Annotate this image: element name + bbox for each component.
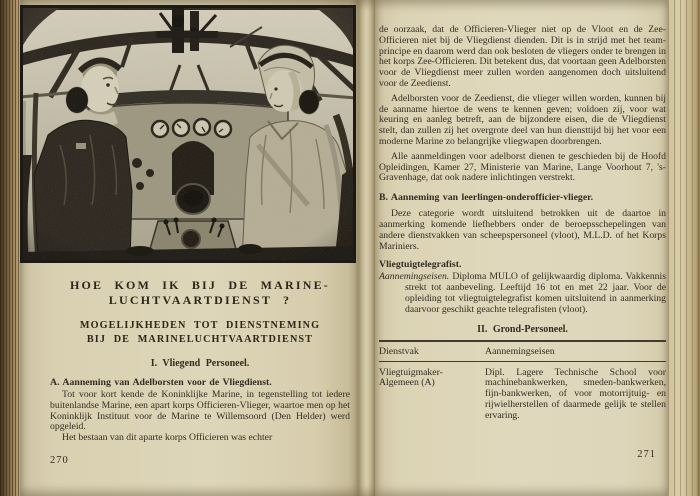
- right-paragraph-1: de oorzaak, dat de Officieren-Vlieger niet op de Vloot en de Zee-Officieren niet bij de Vliegdienst dienden. Dit is in strijd met het team-principe en daarom werd dan ook besloten de vliegers onder te brengen in het korps Zee-Officieren. Dit betekent dus, dat voortaan geen Adelborsten voor de Vliegdienst meer zullen worden aangenomen doch uitsluitend voor de Zeedienst.: [379, 24, 666, 89]
- section-heading-2: II. Grond-Personeel.: [477, 323, 568, 335]
- right-page-text: [379, 25, 666, 422]
- telegrafist-rest: Diploma MULO of gelijkwaardig diploma. Vakkennis strekt tot aanbeveling. Leeftijd 16 tot en met 22 jaar. Voor de opleiding tot vliegtuigtelegrafist komen uitsluitend in aanmerking daarvoor geschikt geachte telegrafisten (vloot).: [405, 271, 666, 315]
- page-number-right: 271: [637, 449, 656, 460]
- table-header-row: [379, 342, 666, 362]
- table-header-dienstvak: Dienstvak: [379, 345, 419, 357]
- telegrafist-lead: Aannemingseisen.: [379, 271, 450, 283]
- cell-dienstvak: Vliegtuigmaker-Algemeen (A): [379, 366, 443, 389]
- page-left: [20, 0, 358, 496]
- right-paragraph-3: Alle aanmeldingen voor adelborst dienen te geschieden bij de Hoofd Opleidingen, Kamer 27, Ministerie van Marine, Lange Voorhout 7, 's-Gravenhage, dat ook nadere inlichtingen verstrekt.: [379, 150, 666, 184]
- left-paragraph-2: Het bestaan van dit aparte korps Officieren was echter: [62, 432, 273, 444]
- left-page-text: [50, 278, 350, 444]
- paragraph-telegrafist: [379, 272, 666, 315]
- page-number-left: 270: [50, 455, 69, 466]
- book-edge-right: [668, 0, 700, 496]
- cockpit-photo-art: [20, 5, 356, 263]
- paragraph-b: Deze categorie wordt uitsluitend betrokken uit de daartoe in aanmerking komende liefhebbers onder de beroepsschepelingen van andere dienstvakken van scheepspersoneel (vloot), M.L.D. of het Korps Mariniers.: [379, 208, 666, 252]
- photo-grain: [20, 5, 356, 263]
- page-subtitle: MOGELIJKHEDEN TOT DIENSTNEMING BIJ DE MARINELUCHTVAARTDIENST: [79, 320, 321, 345]
- left-paragraph-1: Tot voor kort kende de Koninklijke Marine, in tegenstelling tot iedere buitenlandse Marine, een apart korps Officieren-Vlieger, waartoe men op het Koninklijk Instituut voor de Marine te Willemsoord (Den Helder) werd opgeleid.: [50, 389, 350, 433]
- right-paragraph-2: Adelborsten voor de Zeedienst, die vlieger willen worden, kunnen bij de aanname hiertoe de wens te kennen geven; voldoen zij, voor wat keuring en aanleg betreft, aan de bijzondere eisen, die de Vliegdienst stelt, dan zullen zij het overgrote deel van hun diensttijd bij het voor een moderne Marine zo belangrijke vliegwapen doorbrengen.: [379, 92, 666, 147]
- table-row: [379, 362, 666, 422]
- heading-vliegtuigtelegrafist: Vliegtuigtelegrafist.: [379, 259, 462, 271]
- section-heading-1: I. Vliegend Personeel.: [150, 358, 250, 369]
- grond-personeel-table: [379, 340, 666, 422]
- book-edge-left: [0, 0, 20, 496]
- cell-aannemingseisen: Dipl. Lagere Technische School voor machinebankwerken, smeden-bankwerken, fijn-bankwerken, of voor motorrijtuig- en rijwielherstellen of daarmede gelijk te stellen ervaring.: [485, 366, 666, 421]
- heading-a: A. Aanneming van Adelborsten voor de Vliegdienst.: [50, 377, 272, 388]
- book-gutter: [358, 0, 375, 496]
- table-header-aannemingseisen: Aannemingseisen: [485, 345, 555, 357]
- heading-b: B. Aanneming van leerlingen-onderofficier-vlieger.: [379, 192, 594, 204]
- cockpit-photo: [20, 5, 356, 263]
- page-right: [375, 0, 668, 496]
- page-title: HOE KOM IK BIJ DE MARINE- LUCHTVAARTDIENST ?: [69, 278, 330, 307]
